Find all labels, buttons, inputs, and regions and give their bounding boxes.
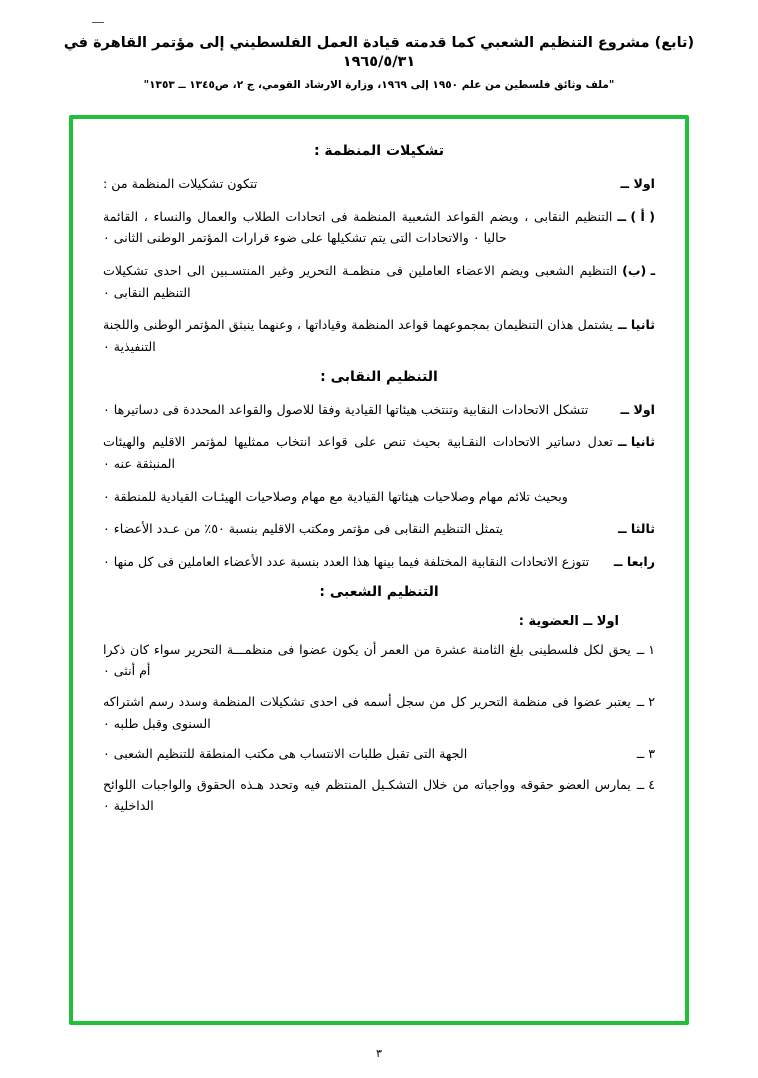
paragraph-text: التنظيم الشعبى ويضم الاعضاء العاملين فى منظمـة التحرير وغير المنتسـبين الى احدى تشكيلات التنظيم النقابى ٠ <box>103 262 618 300</box>
paragraph <box>103 314 655 357</box>
source-citation: "ملف وثائق فلسطين من علم ١٩٥٠ إلى ١٩٦٩، وزارة الارشاد القومي، ج ٢، ص١٣٤٥ ــ ١٣٥٣" <box>143 78 615 91</box>
paragraph-text: تعدل دساتير الاتحادات النقـابية بحيث تنص على قواعد انتخاب ممثليها لمؤتمر الاقليم والهيئات المنبثقة عنه ٠ <box>103 434 613 471</box>
list-item-number: ٤ ــ <box>636 776 655 792</box>
paragraph <box>103 206 655 249</box>
paragraph-text: يشتمل هذان التنظيمان بمجموعهما قواعد المنظمة وقياداتها ، وعنهما ينبثق المؤتمر الوطنى واللجنة التنفيذية ٠ <box>103 317 613 354</box>
list-item <box>103 743 655 765</box>
list-item-text: يعتبر عضوا فى منظمة التحرير كل من سجل أسمه فى احدى تشكيلات المنظمة وسدد رسم اشتراكه السنوى وقبل طلبه ٠ <box>103 693 631 731</box>
list-item-text: الجهة التى تقبل طلبات الانتساب هى مكتب المنطقة للتنظيم الشعبى ٠ <box>103 746 468 762</box>
section-title-formations: تشكيلات المنظمة : <box>313 143 445 159</box>
paragraph <box>103 518 655 540</box>
paragraph <box>103 431 655 474</box>
list-item <box>103 639 655 682</box>
page-title: (تابع) مشروع التنظيم الشعبي كما قدمته قيادة العمل الفلسطيني إلى مؤتمر القاهرة في ١٩٦٥/٥/٣١ <box>63 35 695 70</box>
paragraph <box>103 399 655 421</box>
list-item <box>103 774 655 817</box>
paragraph-text: تتشكل الاتحادات النقابية وتنتخب هيئاتها القيادية وفقا للاصول والقواعد المحددة فى دساتيرها ٠ <box>103 401 589 417</box>
paragraph-label: ثانيا ــ <box>617 434 655 450</box>
page-number: ٣ <box>376 1047 382 1060</box>
list-item-number: ٢ ــ <box>636 693 655 709</box>
section-title-union: التنظيم النقابى : <box>320 368 438 385</box>
content-frame <box>69 115 689 1025</box>
paragraph-label: ـ (ب) <box>622 262 655 278</box>
top-dash-mark <box>92 22 104 23</box>
paragraph <box>103 260 655 303</box>
list-item-number: ٣ ــ <box>636 746 655 762</box>
subsection-membership: اولا ــ العضوية : <box>518 613 619 629</box>
paragraph-text: التنظيم النقابى ، ويضم القواعد الشعبية المنظمة فى اتحادات الطلاب والعمال والنساء ، القائمة حاليا ٠ والاتحادات التى يتم تشكيلها على ضوء قرارات المؤتمر الوطنى الثانى ٠ <box>103 208 613 246</box>
paragraph-label: ثانيا ــ <box>617 317 655 333</box>
paragraph-label: اولا ــ <box>620 401 655 417</box>
paragraph-label: رابعا ــ <box>613 553 655 569</box>
paragraph <box>103 551 655 573</box>
paragraph-label: اولا ــ <box>620 176 655 191</box>
list-item-text: يحق لكل فلسطينى بلغ الثامنة عشرة من العمر أن يكون عضوا فى منظمـــة التحرير سواء كان ذكرا أم أنثى ٠ <box>103 641 631 679</box>
paragraph <box>103 173 655 195</box>
list-item <box>103 691 655 734</box>
paragraph-label: ثالثا ــ <box>617 521 655 537</box>
list-item-number: ١ ــ <box>636 641 655 657</box>
document-header <box>0 0 758 91</box>
paragraph-text: تتكون تشكيلات المنظمة من : <box>103 176 258 191</box>
section-title-popular: التنظيم الشعبى : <box>319 583 439 600</box>
list-item-text: يمارس العضو حقوقه وواجباته من خلال التشكـيل المنتظم فيه وتحدد هـذه الحقوق والواجبات اللوائح الداخلية ٠ <box>103 776 631 814</box>
content-body <box>73 119 685 1021</box>
paragraph-text: تتوزع الاتحادات النقابية المختلفة فيما بينها هذا العدد بنسبة عدد الأعضاء العاملين فى كل منها ٠ <box>103 553 590 569</box>
paragraph-text: وبحيث تلائم مهام وصلاحيات هيئاتها القيادية مع مهام وصلاحيات الهيئـات القيادية للمنطقة ٠ <box>103 488 568 504</box>
paragraph-label: ( أ ) ــ <box>617 208 655 224</box>
paragraph-text: يتمثل التنظيم النقابى فى مؤتمر ومكتب الاقليم بنسبة ٥٠٪ من عـدد الأعضاء ٠ <box>103 521 504 537</box>
